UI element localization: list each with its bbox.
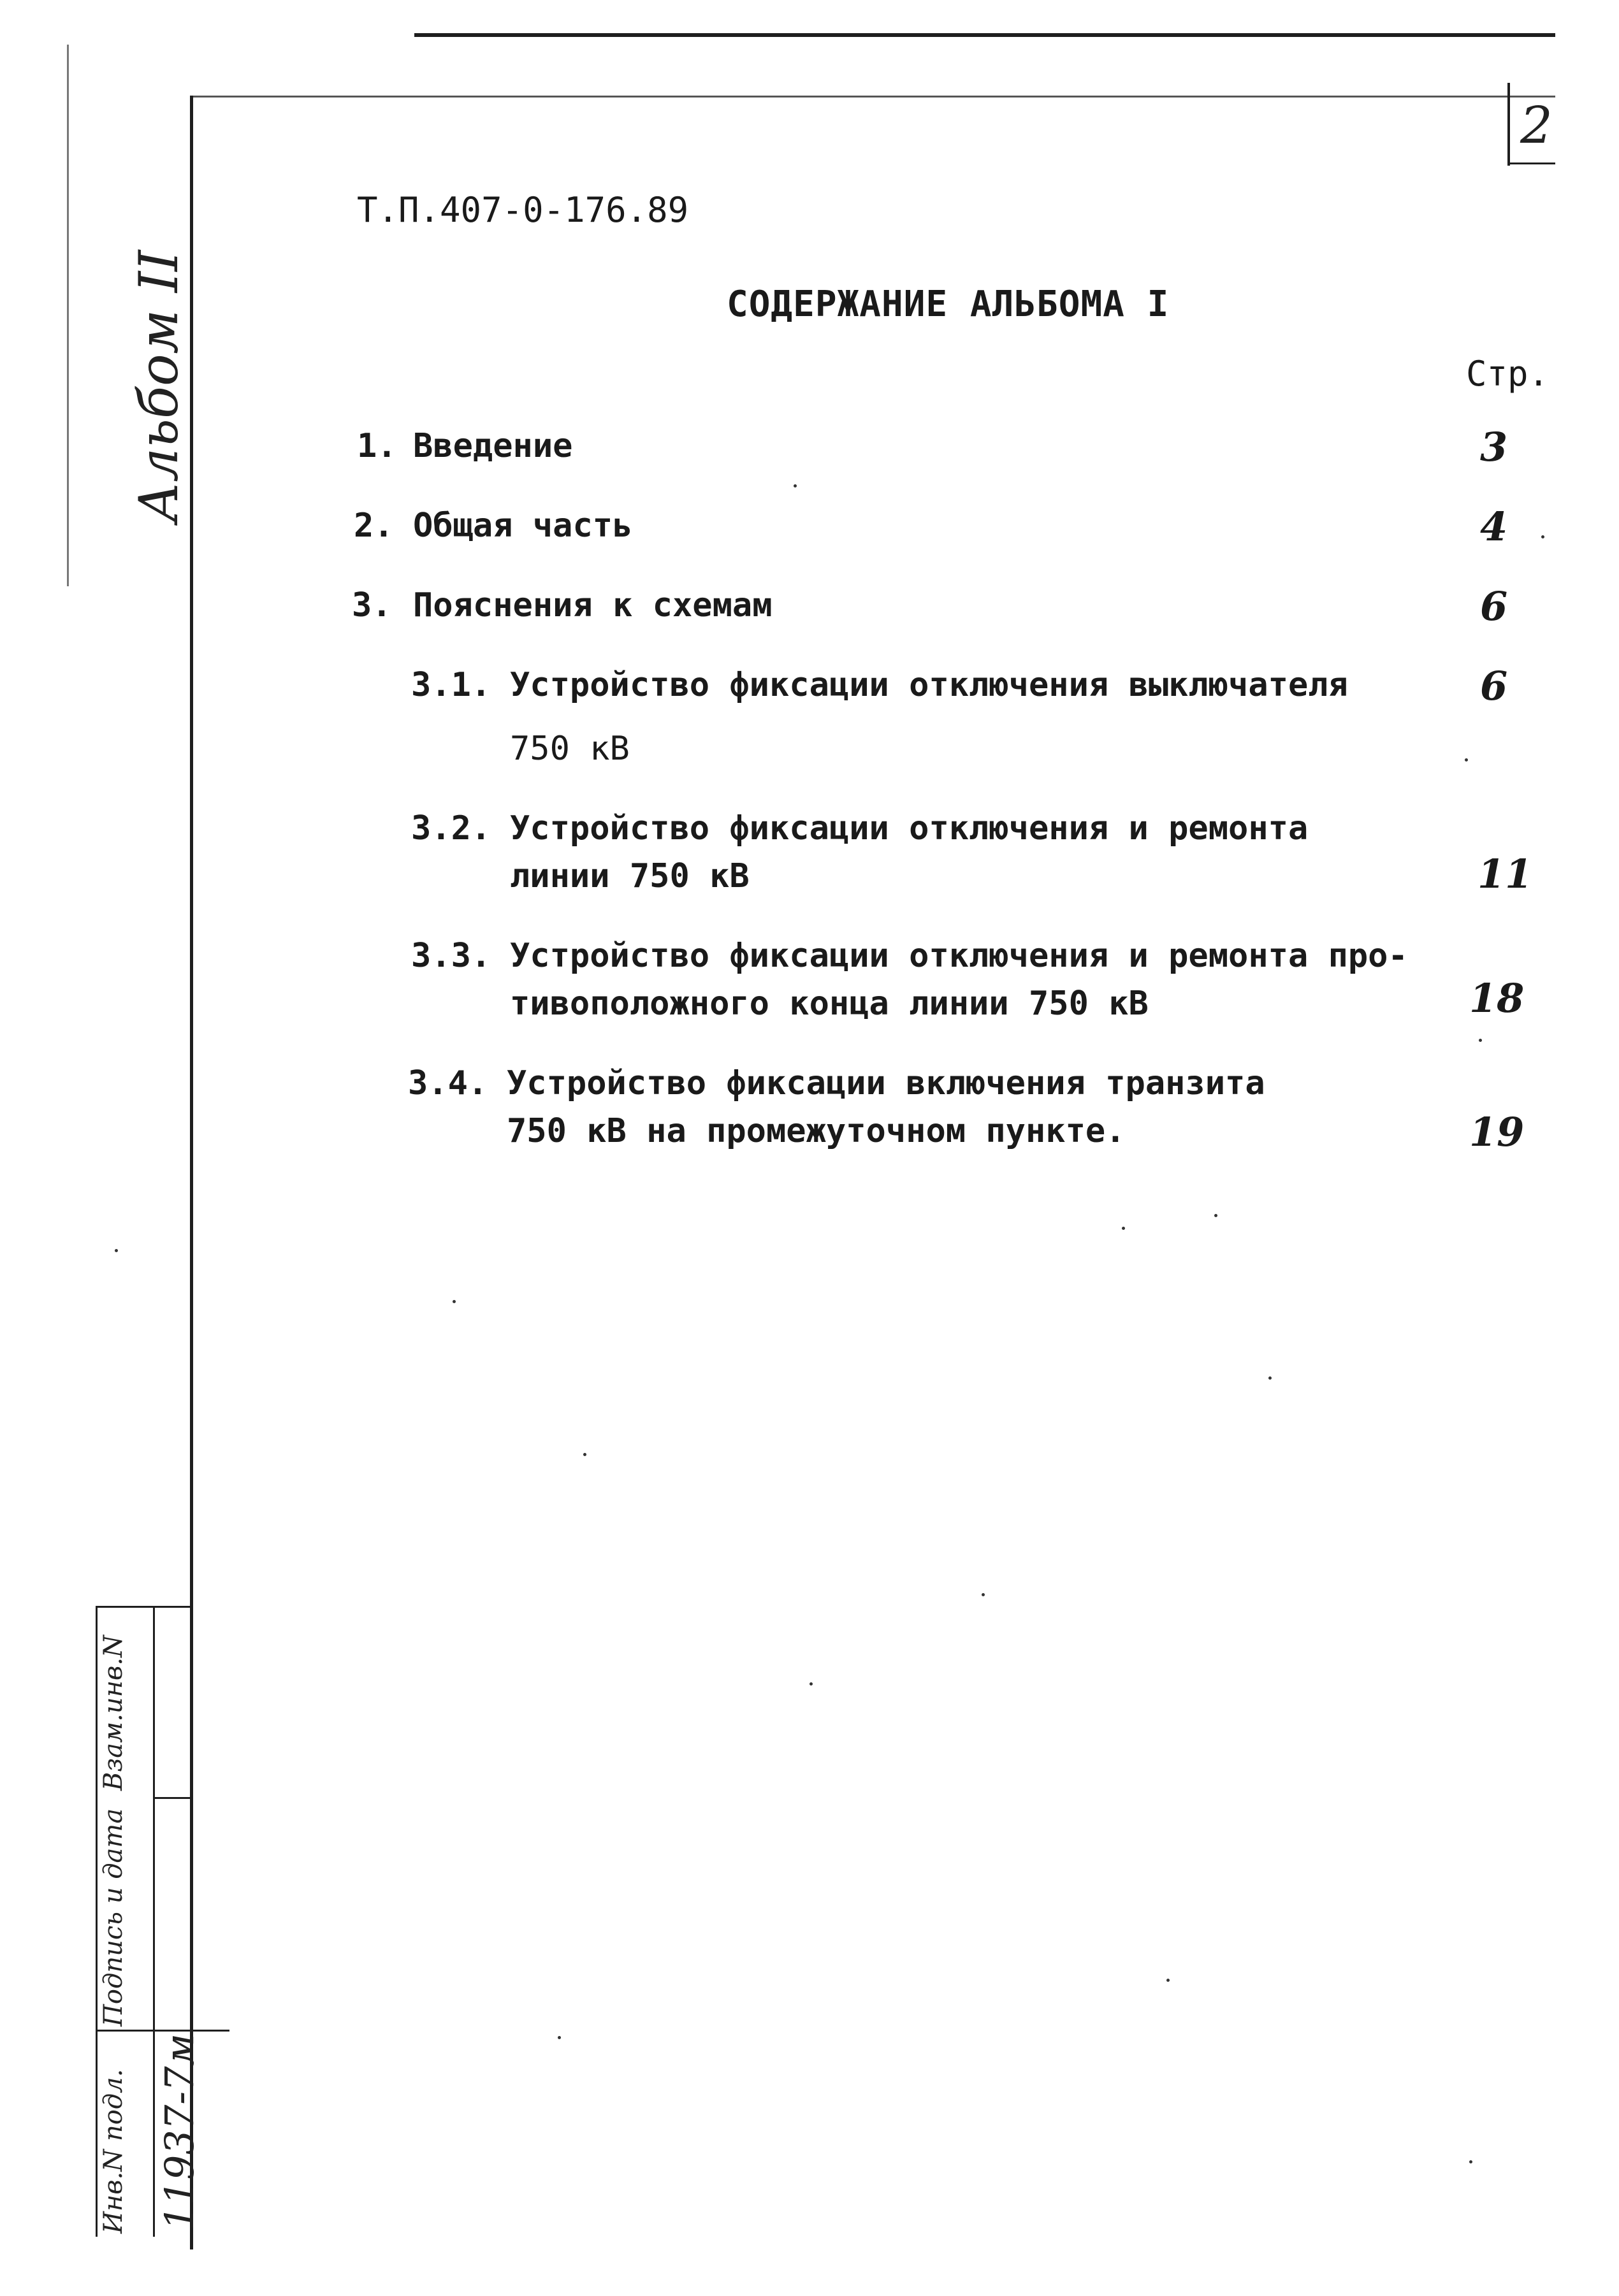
scan-speck [1214, 1214, 1217, 1217]
stamp-inv-label: Инв.N подл. [99, 2069, 128, 2234]
toc-number: 3. [352, 586, 392, 625]
frame-left-line [190, 96, 193, 2249]
toc-number: 3.1. [411, 666, 491, 704]
toc-text: 750 кВ [510, 730, 630, 768]
toc-page: 4 [1480, 503, 1508, 550]
toc-text: Введение [413, 427, 573, 465]
top-border-line [414, 33, 1555, 37]
stamp-divider-mid [153, 1797, 191, 1799]
stamp-divider-low [96, 2030, 229, 2032]
page-title: СОДЕРЖАНИЕ АЛЬБОМА I [727, 284, 1170, 325]
toc-number: 2. [354, 507, 394, 545]
document-code: Т.П.407-0-176.89 [357, 190, 689, 230]
scan-speck [1479, 1039, 1482, 1042]
margin-note: Альбом II [127, 250, 190, 523]
toc-text: Общая часть [413, 507, 633, 545]
stamp-sign-label: Подпись и дата [99, 1808, 128, 2026]
toc-text: тивоположного конца линии 750 кВ [510, 985, 1149, 1023]
stamp-inner-line [153, 1606, 155, 2237]
toc-page: 19 [1469, 1109, 1525, 1155]
stamp-outer-line [96, 1606, 98, 2237]
sheet-number: 2 [1520, 96, 1553, 155]
toc-page: 11 [1477, 851, 1533, 897]
toc-number: 3.3. [411, 937, 491, 975]
toc-page: 18 [1469, 975, 1525, 1022]
frame-top-line [191, 96, 1555, 97]
scan-speck [583, 1453, 586, 1456]
toc-page: 6 [1480, 583, 1508, 630]
sheet-box-left [1507, 83, 1510, 166]
scan-speck [1268, 1376, 1272, 1380]
toc-number: 1. [357, 427, 397, 465]
toc-text: 750 кВ на промежуточном пункте. [507, 1112, 1126, 1150]
toc-text: Устройство фиксации отключения выключателя [510, 666, 1348, 704]
toc-text: Устройство фиксации отключения и ремонта [510, 809, 1309, 848]
scan-speck [453, 1300, 456, 1303]
toc-text: Устройство фиксации отключения и ремонта про- [510, 937, 1408, 975]
stamp-replace-label: Взам.инв.N [99, 1635, 128, 1791]
outer-left-edge [67, 45, 69, 586]
scan-speck [1122, 1227, 1125, 1230]
scan-speck [1166, 1979, 1170, 1982]
page-column-label: Стр. [1466, 354, 1550, 394]
toc-text: Устройство фиксации включения транзита [507, 1064, 1265, 1102]
toc-text: линии 750 кВ [510, 857, 750, 895]
toc-number: 3.2. [411, 809, 491, 848]
toc-page: 6 [1480, 663, 1508, 709]
toc-page: 3 [1480, 424, 1508, 470]
scan-speck [1469, 2160, 1472, 2163]
scan-speck [982, 1593, 985, 1596]
stamp-inv-value: 11937-7м [156, 2033, 203, 2230]
scan-speck [1465, 758, 1468, 762]
scan-speck [1541, 535, 1544, 538]
stamp-divider-top [96, 1606, 191, 1608]
toc-number: 3.4. [408, 1064, 488, 1102]
sheet-box-bottom [1507, 162, 1555, 164]
toc-text: Пояснения к схемам [413, 586, 773, 625]
scan-speck [810, 1682, 813, 1686]
scan-speck [558, 2036, 561, 2039]
scan-speck [794, 484, 797, 487]
scan-speck [115, 1249, 118, 1252]
